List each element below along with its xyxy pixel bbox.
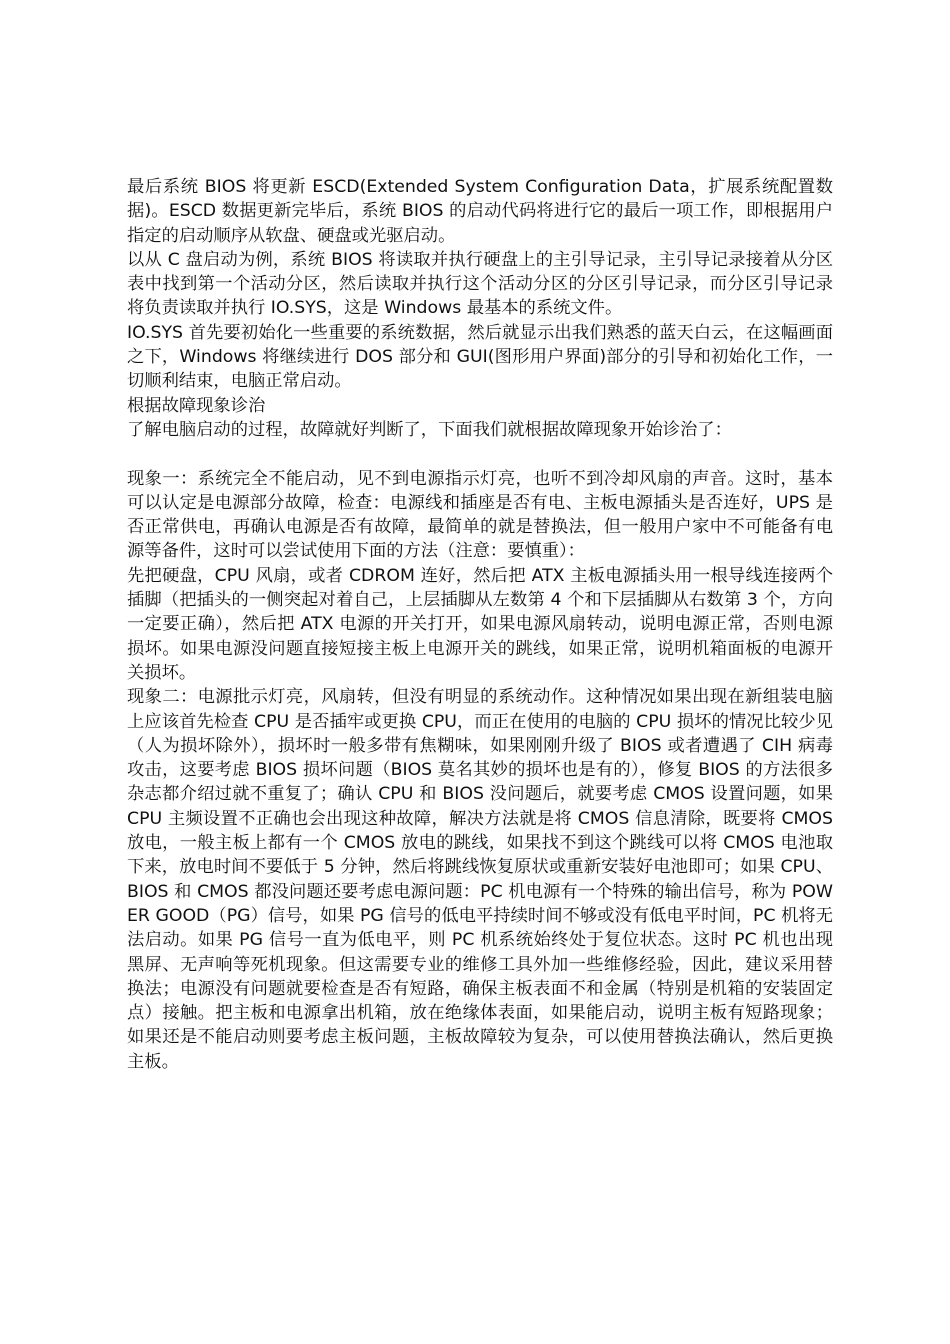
- blank-line: [127, 442, 833, 466]
- document-body: [127, 175, 833, 1074]
- paragraph-intro: 了解电脑启动的过程，故障就好判断了，下面我们就根据故障现象开始诊治了：: [127, 419, 732, 440]
- paragraph-boot-from-c: 以从 C 盘启动为例，系统 BIOS 将读取并执行硬盘上的主引导记录，主引导记录接着从分区表中找到第一个活动分区，然后读取并执行这个活动分区的分区引导记录，而分区引导记录将负责读取并执行 IO.SYS，这是 Windows 最基本的系统文件。: [127, 249, 833, 319]
- paragraph-symptom-one: 现象一：系统完全不能启动，见不到电源指示灯亮，也听不到冷却风扇的声音。这时，基本可以认定是电源部分故障，检查：电源线和插座是否有电、主板电源插头是否连好，UPS 是否正常供电，再确认电源是否有故障，最简单的就是替换法，但一般用户家中不可能备有电源等备件，这时可以尝试使用下面的方法（注意：要慎重）：: [127, 468, 833, 562]
- paragraph-io-sys: IO.SYS 首先要初始化一些重要的系统数据，然后就显示出我们熟悉的蓝天白云，在这幅画面之下，Windows 将继续进行 DOS 部分和 GUI(图形用户界面)部分的引导和初始化工作，一切顺利结束，电脑正常启动。: [127, 322, 833, 392]
- paragraph-symptom-two: 现象二：电源批示灯亮，风扇转，但没有明显的系统动作。这种情况如果出现在新组装电脑上应该首先检查 CPU 是否插牢或更换 CPU，而正在使用的电脑的 CPU 损坏的情况比较少见（人为损坏除外），损坏时一般多带有焦糊味，如果刚刚升级了 BIOS 或者遭遇了 CIH 病毒攻击，这要考虑 BIOS 损坏问题（BIOS 莫名其妙的损坏也是有的），修复 BIOS 的方法很多杂志都介绍过就不重复了；确认 CPU 和 BIOS 没问题后，就要考虑 CMOS 设置问题，如果 CPU 主频设置不正确也会出现这种故障，解决方法就是将 CMOS 信息清除，既要将 CMOS 放电，一般主板上都有一个 CMOS 放电的跳线，如果找不到这个跳线可以将 CMOS 电池取下来，放电时间不要低于 5 分钟，然后将跳线恢复原状或重新安装好电池即可；如果 CPU、BIOS 和 CMOS 都没问题还要考虑电源问题：PC 机电源有一个特殊的输出信号，称为 POWER GOOD（PG）信号，如果 PG 信号的低电平持续时间不够或没有低电平时间，PC 机将无法启动。如果 PG 信号一直为低电平，则 PC 机系统始终处于复位状态。这时 PC 机也出现黑屏、无声响等死机现象。但这需要专业的维修工具外加一些维修经验，因此，建议采用替换法；电源没有问题就要检查是否有短路，确保主板表面不和金属（特别是机箱的安装固定点）接触。把主板和电源拿出机箱，放在绝缘体表面，如果能启动，说明主板有短路现象；如果还是不能启动则要考虑主板问题，主板故障较为复杂，可以使用替换法确认，然后更换主板。: [127, 687, 833, 1072]
- section-heading: 根据故障现象诊治: [127, 395, 266, 416]
- paragraph-power-test: 先把硬盘，CPU 风扇，或者 CDROM 连好，然后把 ATX 主板电源插头用一根导线连接两个插脚（把插头的一侧突起对着自己，上层插脚从左数第 4 个和下层插脚从右数第 3 个，方向一定要正确），然后把 ATX 电源的开关打开，如果电源风扇转动，说明电源正常，否则电源损坏。如果电源没问题直接短接主板上电源开关的跳线，如果正常，说明机箱面板的电源开关损坏。: [127, 565, 833, 683]
- paragraph-escd-update: 最后系统 BIOS 将更新 ESCD(Extended System Configuration Data，扩展系统配置数据)。ESCD 数据更新完毕后，系统 BIOS 的启动代码将进行它的最后一项工作，即根据用户指定的启动顺序从软盘、硬盘或光驱启动。: [127, 177, 833, 246]
